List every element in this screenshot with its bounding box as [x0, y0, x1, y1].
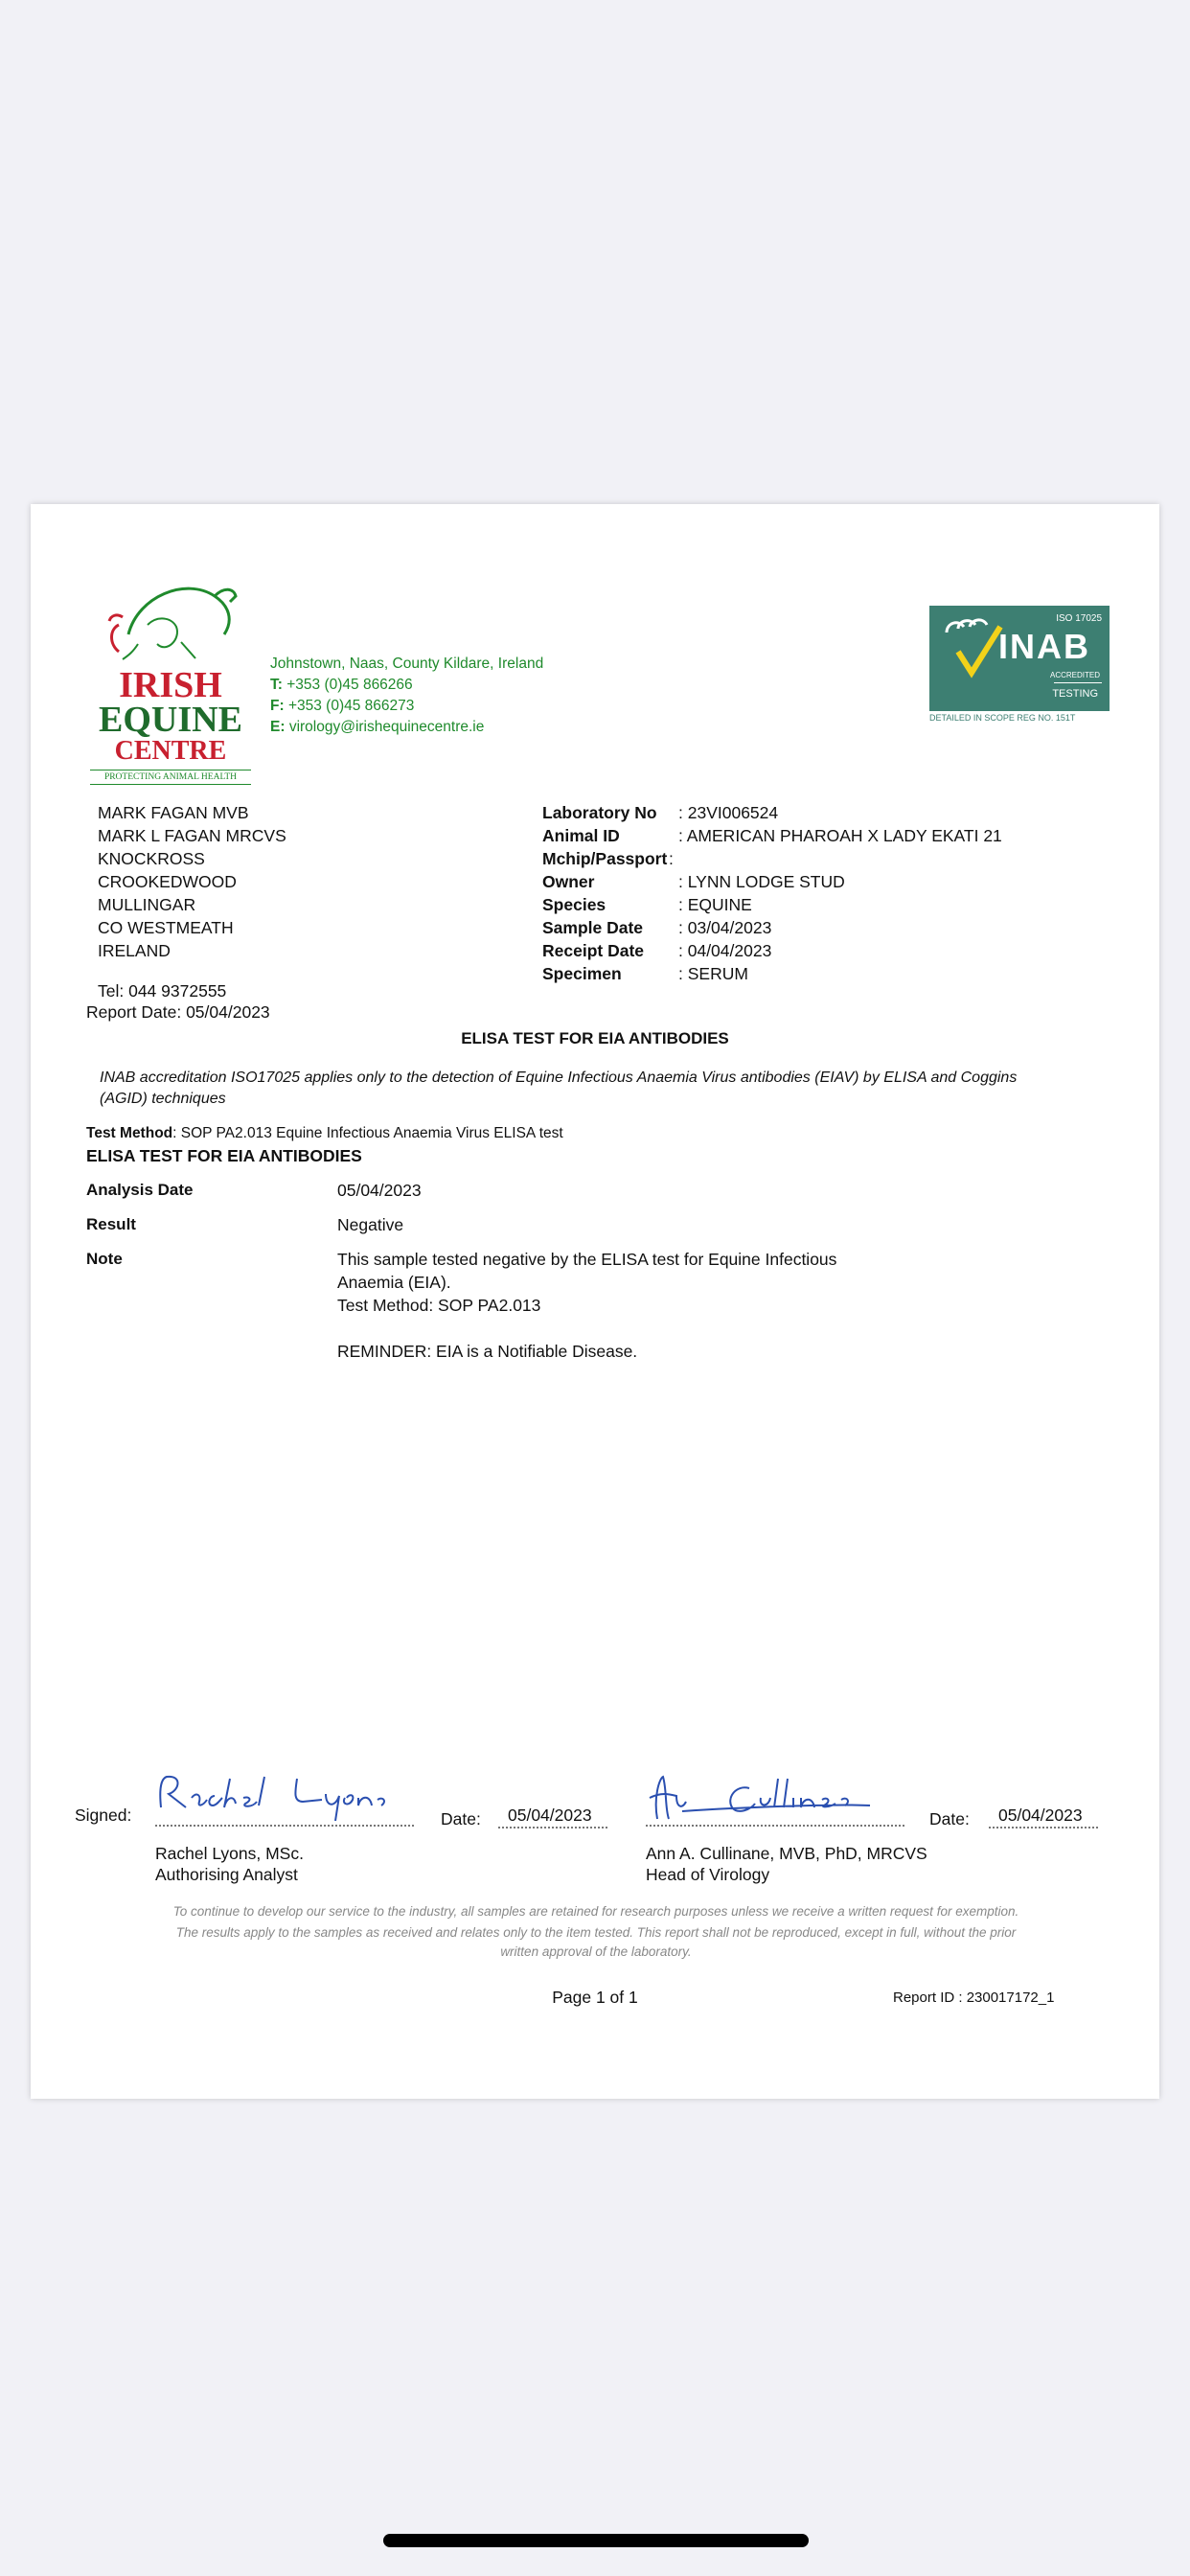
analysis-date-value: 05/04/2023 — [337, 1181, 422, 1200]
address-line: MULLINGAR — [98, 895, 196, 914]
lab-fax: +353 (0)45 866273 — [287, 698, 415, 714]
inab-testing: TESTING — [1052, 688, 1098, 700]
analysis-date-label: Analysis Date — [86, 1181, 194, 1199]
address-line: MARK L FAGAN MRCVS — [98, 826, 286, 845]
info-value: : 23VI006524 — [678, 803, 779, 822]
recipient-tel: Tel: 044 9372555 — [98, 981, 227, 1000]
inab-accreditation-logo — [929, 606, 1111, 728]
signature-line-left — [155, 1825, 414, 1827]
info-label: Receipt Date — [542, 941, 645, 960]
note-line: Test Method: SOP PA2.013 — [337, 1296, 541, 1315]
info-value: : 04/04/2023 — [678, 941, 772, 960]
note-line: This sample tested negative by the ELISA test for Equine Infectious — [337, 1250, 837, 1269]
logo-line-centre: CENTRE — [114, 736, 227, 766]
note-text — [337, 1248, 836, 1363]
phone-label: T: — [270, 677, 283, 693]
signature-rachel-lyons — [153, 1769, 393, 1823]
fax-label: F: — [270, 698, 285, 714]
note-label: Note — [86, 1250, 123, 1268]
info-value: : EQUINE — [678, 895, 752, 914]
address-line: IRELAND — [98, 941, 171, 960]
checkmark-icon — [939, 615, 1006, 682]
address-line: MARK FAGAN MVB — [98, 803, 249, 822]
report-date: Report Date: 05/04/2023 — [86, 1002, 270, 1022]
address-line: CO WESTMEATH — [98, 918, 234, 937]
info-label: Sample Date — [542, 918, 644, 937]
disclaimer-line-2: written approval of the laboratory. — [500, 1944, 692, 1959]
lab-phone: +353 (0)45 866266 — [286, 677, 413, 693]
report-id: Report ID : 230017172_1 — [893, 1990, 1055, 2006]
result-label: Result — [86, 1215, 136, 1233]
signer-left-role: Authorising Analyst — [155, 1865, 298, 1884]
inab-iso: ISO 17025 — [1056, 613, 1102, 624]
email-label: E: — [270, 719, 286, 735]
info-value: : AMERICAN PHAROAH X LADY EKATI 21 — [678, 826, 1002, 845]
date-label-left: Date: — [441, 1809, 481, 1828]
disclaimer-line: The results apply to the samples as received and relates only to the item tested. This report shall not be reproduced, except in full, without the prior — [175, 1925, 1017, 1940]
logo-tagline: PROTECTING ANIMAL HEALTH — [90, 770, 251, 785]
info-value: : 03/04/2023 — [678, 918, 772, 937]
test-title: ELISA TEST FOR EIA ANTIBODIES — [461, 1029, 729, 1047]
note-line: REMINDER: EIA is a Notifiable Disease. — [337, 1342, 638, 1361]
address-line: CROOKEDWOOD — [98, 872, 237, 891]
note-line — [337, 1317, 836, 1340]
inab-name: INAB — [998, 627, 1090, 666]
signer-right-name: Ann A. Cullinane, MVB, PhD, MRCVS — [646, 1844, 927, 1863]
test-method-label: Test Method — [86, 1125, 173, 1141]
inab-accredited: ACCREDITED — [1049, 671, 1100, 679]
signed-label: Signed: — [75, 1806, 132, 1825]
info-label: Species — [542, 895, 606, 914]
section-title: ELISA TEST FOR EIA ANTIBODIES — [86, 1146, 362, 1165]
home-indicator[interactable] — [383, 2534, 809, 2547]
signer-left-name: Rachel Lyons, MSc. — [155, 1844, 304, 1863]
info-label: Owner — [542, 872, 595, 891]
note-line: Anaemia (EIA). — [337, 1273, 451, 1292]
inab-scope: DETAILED IN SCOPE REG NO. 151T — [929, 713, 1076, 723]
lab-email: virology@irishequinecentre.ie — [288, 719, 485, 735]
horse-icon — [90, 567, 251, 663]
signer-right-role: Head of Virology — [646, 1865, 770, 1884]
info-label: Laboratory No — [542, 803, 657, 822]
date-value-right: 05/04/2023 — [998, 1806, 1083, 1825]
address-line: KNOCKROSS — [98, 849, 205, 868]
report-page — [31, 504, 1159, 2099]
info-value: : SERUM — [678, 964, 748, 983]
signature-ann-cullinane — [644, 1769, 893, 1827]
info-value: : — [669, 849, 674, 868]
test-method — [86, 1125, 563, 1142]
retention-note: To continue to develop our service to the industry, all samples are retained for research purposes unless we receive a written request for exemption. — [172, 1904, 1019, 1919]
page-number: Page 1 of 1 — [552, 1988, 638, 2007]
info-label: Mchip/Passport — [542, 849, 668, 868]
date-line-right — [989, 1827, 1098, 1828]
date-value-left: 05/04/2023 — [508, 1806, 592, 1825]
signature-line-right — [646, 1825, 904, 1827]
lab-contact — [270, 654, 543, 738]
logo-line-equine: EQUINE — [99, 700, 242, 740]
test-method-value: : SOP PA2.013 Equine Infectious Anaemia Virus ELISA test — [172, 1125, 563, 1141]
info-value: : LYNN LODGE STUD — [678, 872, 845, 891]
result-value: Negative — [337, 1215, 404, 1234]
info-label: Animal ID — [542, 826, 620, 845]
date-line-left — [498, 1827, 607, 1828]
lab-address: Johnstown, Naas, County Kildare, Ireland — [270, 656, 544, 672]
accreditation-note: INAB accreditation ISO17025 applies only to the detection of Equine Infectious Anaemia Virus antibodies (EIAV) by ELISA and Coggins (AGID) techniques — [100, 1070, 1018, 1107]
info-label: Specimen — [542, 964, 622, 983]
date-label-right: Date: — [929, 1809, 970, 1828]
recipient-address — [98, 801, 286, 962]
irish-equine-centre-logo — [90, 567, 251, 782]
logo-line-irish: IRISH — [119, 665, 222, 705]
